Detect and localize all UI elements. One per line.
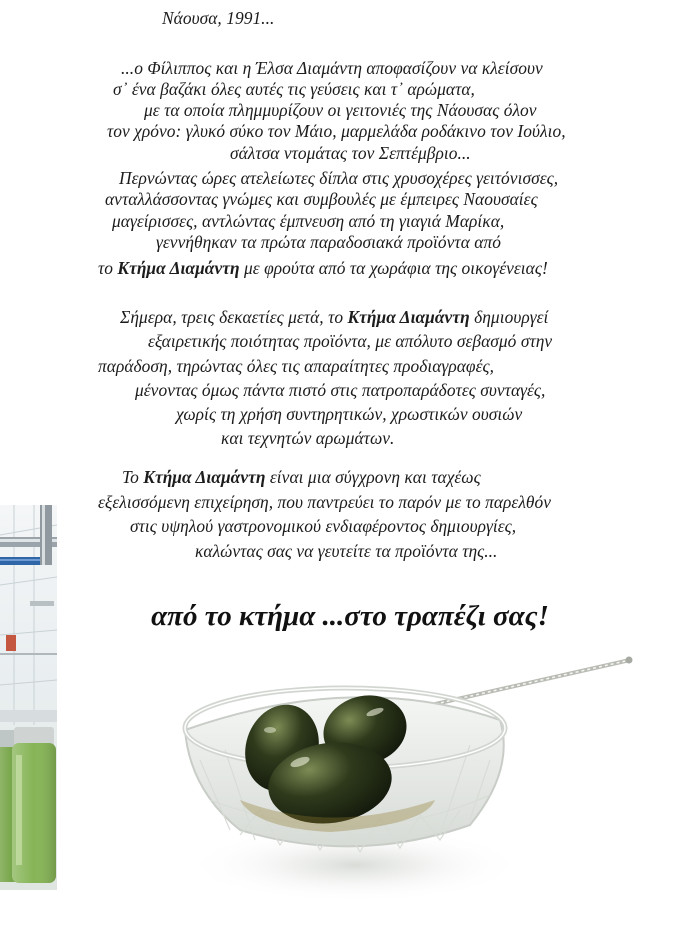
text-line: εξελισσόμενη επιχείρηση, που παντρεύει το παρόν με το παρελθόν [98, 492, 552, 512]
text-line [122, 467, 481, 487]
text-line: μαγείρισσες, αντλώντας έμπνευση από τη γιαγιά Μαρίκα, [112, 211, 505, 231]
text-line: ...ο Φίλιππος και η Έλσα Διαμάντη αποφασίζουν να κλείσουν [121, 58, 543, 78]
factory-jars-photo [0, 505, 57, 890]
text-line: με τα οποία πλημμυρίζουν οι γειτονιές της Νάουσας όλον [144, 100, 537, 120]
bowl-illustration [170, 650, 640, 910]
text-segment: με φρούτα από τα χωράφια της οικογένειας! [239, 258, 548, 278]
tagline: από το κτήμα ...στο τραπέζι σας! [151, 600, 549, 632]
text-segment: είναι μια σύγχρονη και ταχέως [265, 467, 481, 487]
brand-name: Κτήμα Διαμάντη [143, 467, 266, 487]
text-line: ανταλλάσσοντας γνώμες και συμβουλές με έμπειρες Ναουσαίες [105, 189, 538, 209]
brand-name: Κτήμα Διαμάντη [117, 258, 240, 278]
text-line: μένοντας όμως πάντα πιστό στις πατροπαράδοτες συνταγές, [135, 380, 546, 400]
text-line: σ᾽ ένα βαζάκι όλες αυτές τις γεύσεις και τ᾽ αρώματα, [113, 79, 475, 99]
text-segment: Σήμερα, τρεις δεκαετίες μετά, το [120, 307, 348, 327]
brand-name: Κτήμα Διαμάντη [347, 307, 470, 327]
text-line: εξαιρετικής ποιότητας προϊόντα, με απόλυτο σεβασμό στην [148, 331, 553, 351]
text-segment: Το [122, 467, 144, 487]
text-line [120, 307, 548, 327]
text-line: Περνώντας ώρες ατελείωτες δίπλα στις χρυσοχέρες γειτόνισσες, [119, 168, 559, 188]
fig-preserve-glass-bowl-photo [170, 650, 640, 910]
text-line: στις υψηλού γαστρονομικού ενδιαφέροντος δημιουργίες, [130, 516, 517, 536]
text-segment: το [98, 258, 118, 278]
place-year: Νάουσα, 1991... [162, 8, 275, 28]
text-line: τον χρόνο: γλυκό σύκο τον Μάιο, μαρμελάδα ροδάκινο τον Ιούλιο, [107, 121, 566, 141]
text-line: και τεχνητών αρωμάτων. [221, 428, 395, 448]
factory-illustration [0, 505, 57, 890]
text-line: χωρίς τη χρήση συντηρητικών, χρωστικών ουσιών [176, 404, 523, 424]
text-segment: δημιουργεί [469, 307, 549, 327]
text-line [98, 258, 548, 278]
text-line: παράδοση, τηρώντας όλες τις απαραίτητες προδιαγραφές, [98, 356, 495, 376]
text-line: καλώντας σας να γευτείτε τα προϊόντα της... [195, 541, 498, 561]
text-line: γεννήθηκαν τα πρώτα παραδοσιακά προϊόντα από [156, 232, 501, 252]
text-line: σάλτσα ντομάτας τον Σεπτέμβριο... [230, 143, 471, 163]
